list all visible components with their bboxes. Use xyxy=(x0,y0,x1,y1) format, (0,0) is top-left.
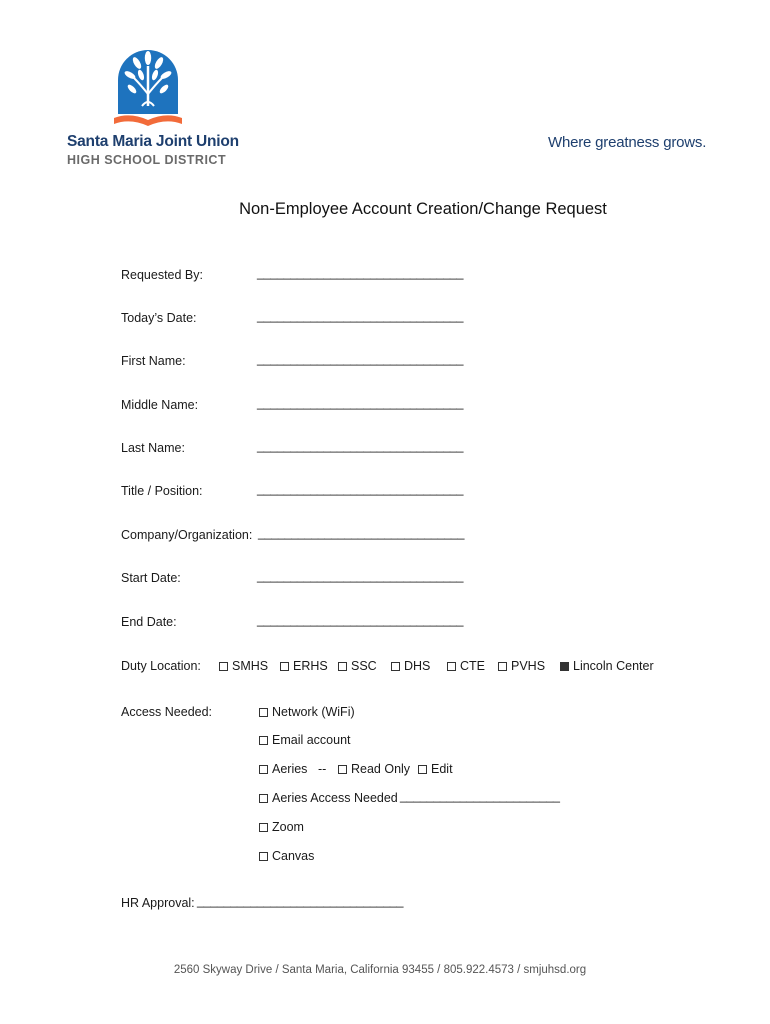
access-canvas[interactable]: Canvas xyxy=(259,849,314,863)
district-name: Santa Maria Joint Union xyxy=(67,133,239,150)
hr-approval-field[interactable]: _______________________________ xyxy=(197,894,404,908)
access-aeries[interactable]: Aeries xyxy=(259,762,307,776)
checkbox-icon[interactable] xyxy=(259,852,268,861)
middle-name-field[interactable]: _______________________________ xyxy=(257,396,464,410)
duty-location-label: Duty Location: xyxy=(121,659,201,673)
title-position-field[interactable]: _______________________________ xyxy=(257,482,464,496)
start-date-label: Start Date: xyxy=(121,571,181,585)
todays-date-field[interactable]: _______________________________ xyxy=(257,309,464,323)
company-label: Company/Organization: xyxy=(121,528,253,542)
access-zoom[interactable]: Zoom xyxy=(259,820,304,834)
access-aeries-edit[interactable]: Edit xyxy=(418,762,453,776)
todays-date-label: Today’s Date: xyxy=(121,311,197,325)
checkbox-icon[interactable] xyxy=(259,823,268,832)
access-email[interactable]: Email account xyxy=(259,733,351,747)
access-network[interactable]: Network (WiFi) xyxy=(259,705,355,719)
checkbox-icon[interactable] xyxy=(280,662,289,671)
start-date-field[interactable]: _______________________________ xyxy=(257,569,464,583)
last-name-label: Last Name: xyxy=(121,441,185,455)
middle-name-label: Middle Name: xyxy=(121,398,199,412)
last-name-field[interactable]: _______________________________ xyxy=(257,439,464,453)
duty-option-dhs[interactable]: DHS xyxy=(391,659,430,673)
district-subtitle: HIGH SCHOOL DISTRICT xyxy=(67,153,227,167)
checkbox-icon[interactable] xyxy=(391,662,400,671)
access-aeries-access-needed[interactable]: Aeries Access Needed xyxy=(259,791,398,805)
checkbox-icon[interactable] xyxy=(447,662,456,671)
access-needed-label: Access Needed: xyxy=(121,705,213,719)
hr-approval-label: HR Approval: xyxy=(121,896,195,910)
checkbox-checked-icon[interactable] xyxy=(560,662,569,671)
checkbox-icon[interactable] xyxy=(338,765,347,774)
aeries-access-field[interactable]: ________________________ xyxy=(400,789,560,803)
checkbox-icon[interactable] xyxy=(259,794,268,803)
checkbox-icon[interactable] xyxy=(219,662,228,671)
end-date-field[interactable]: _______________________________ xyxy=(257,613,464,627)
duty-option-erhs[interactable]: ERHS xyxy=(280,659,328,673)
duty-option-lincoln-center[interactable]: Lincoln Center xyxy=(560,659,654,673)
end-date-label: End Date: xyxy=(121,615,177,629)
requested-by-field[interactable]: _______________________________ xyxy=(257,266,464,280)
checkbox-icon[interactable] xyxy=(259,765,268,774)
checkbox-icon[interactable] xyxy=(498,662,507,671)
district-logo xyxy=(112,44,184,130)
access-aeries-read-only[interactable]: Read Only xyxy=(338,762,410,776)
footer-address: 2560 Skyway Drive / Santa Maria, California 93455 / 805.922.4573 / smjuhsd.org xyxy=(173,964,587,976)
checkbox-icon[interactable] xyxy=(259,736,268,745)
company-field[interactable]: _______________________________ xyxy=(258,526,465,540)
duty-option-pvhs[interactable]: PVHS xyxy=(498,659,545,673)
checkbox-icon[interactable] xyxy=(259,708,268,717)
duty-option-ssc[interactable]: SSC xyxy=(338,659,377,673)
checkbox-icon[interactable] xyxy=(338,662,347,671)
first-name-label: First Name: xyxy=(121,354,186,368)
duty-option-smhs[interactable]: SMHS xyxy=(219,659,268,673)
tagline: Where greatness grows. xyxy=(548,134,707,151)
form-title: Non-Employee Account Creation/Change Request xyxy=(239,200,607,218)
aeries-separator: -- xyxy=(318,762,327,776)
title-position-label: Title / Position: xyxy=(121,484,203,498)
duty-option-cte[interactable]: CTE xyxy=(447,659,485,673)
first-name-field[interactable]: _______________________________ xyxy=(257,352,464,366)
requested-by-label: Requested By: xyxy=(121,268,203,282)
checkbox-icon[interactable] xyxy=(418,765,427,774)
